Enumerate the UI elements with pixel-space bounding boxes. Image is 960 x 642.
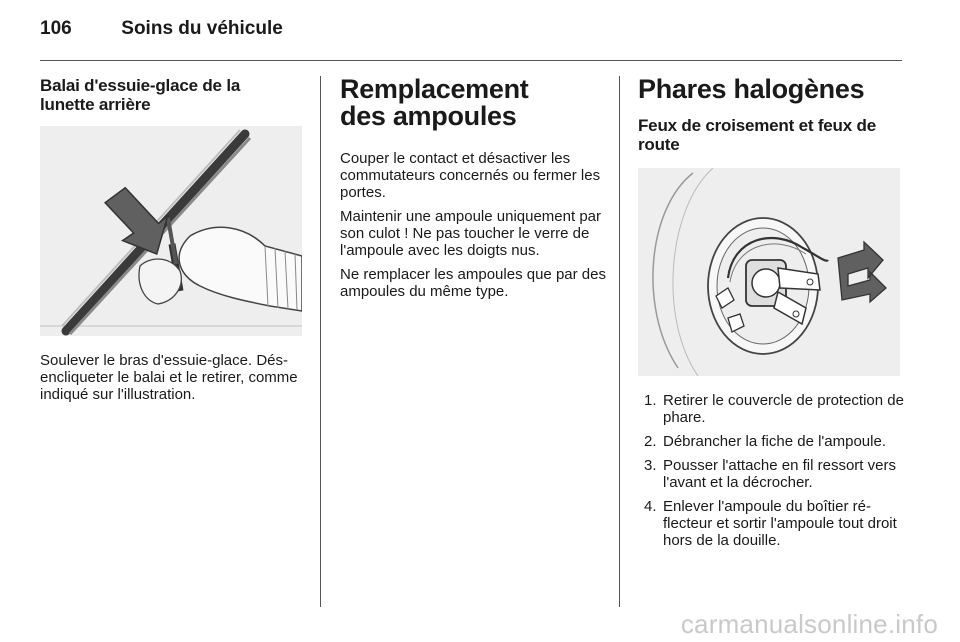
step-text: Pousser l'attache en fil ressort vers l'avant et la décrocher. [663,457,896,491]
section-heading-wiper: Balai d'essuie-glace de la lunette arrière [40,76,241,114]
wiper-illustration [40,126,302,336]
step-number: 3. [644,457,657,474]
list-item [638,457,904,491]
list-item [638,392,904,426]
watermark: carmanualsonline.info [680,609,938,639]
step-text: Débrancher la fiche de l'ampoule. [663,433,886,450]
section-title-halogen: Phares halogènes [638,74,865,104]
step-number: 2. [644,433,657,450]
chapter-title: Soins du véhicule [121,18,283,39]
step-number: 1. [644,392,657,409]
paragraph-handle-bulb: Maintenir une ampoule uniquement par son culot ! Ne pas toucher le verre de l'ampoule avec les doigts nus. [340,208,601,259]
step-number: 4. [644,498,657,515]
column-wiper-blade [40,76,302,114]
step-text: Enlever l'ampoule du boîtier ré-flecteur et sortir l'ampoule tout droit hors de la douille. [663,498,897,549]
step-text: Retirer le couvercle de protection de phare. [663,392,904,426]
column-divider-1 [320,76,321,607]
bulb-steps-list [638,392,904,549]
headlamp-drawing [638,168,900,376]
page-header [40,18,283,40]
list-item [638,498,904,549]
section-title-bulbs: Remplacement des ampoules [340,74,529,131]
headlamp-illustration [638,168,900,376]
paragraph-switch-off: Couper le contact et désactiver les commutateurs concernés ou fermer les portes. [340,150,601,201]
column-divider-2 [619,76,620,607]
subheading-low-high-beam: Feux de croisement et feux de route [638,116,876,154]
wiper-drawing [40,126,302,336]
paragraph-same-type: Ne remplacer les ampoules que par des ampoules du même type. [340,266,606,300]
column-bulb-replacement [340,76,606,300]
page-number: 106 [40,18,72,39]
column-halogen [638,76,902,154]
list-item [638,433,904,450]
wiper-caption: Soulever le bras d'essuie-glace. Dés-encliqueter le balai et le retirer, comme indiqué sur l'illustration. [40,352,298,403]
header-rule [40,60,902,61]
